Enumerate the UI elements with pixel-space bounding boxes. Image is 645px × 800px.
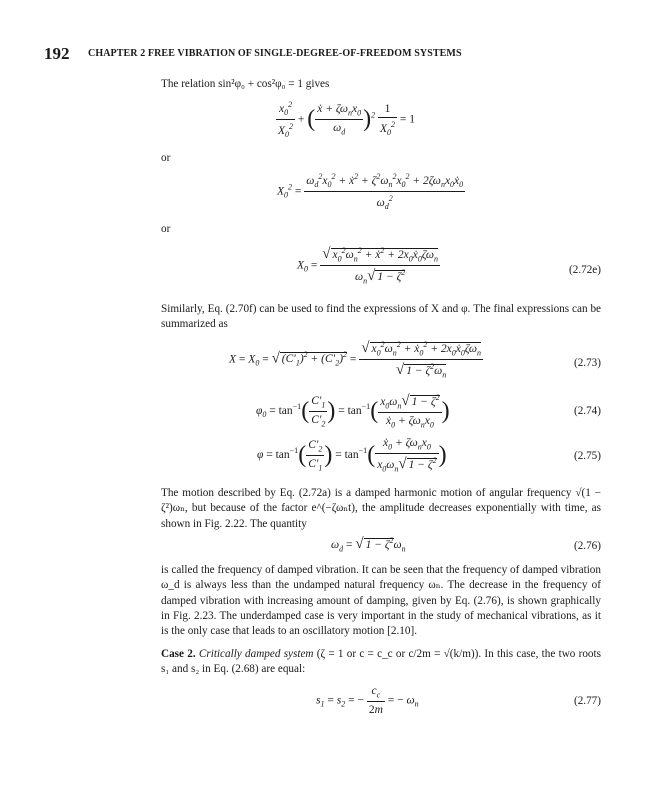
or-text-2: or	[161, 223, 171, 235]
equation-x0: $X_0$ = $\frac{√ x_0^2\omega_n^2 + ẋ^2 + 2x_0ẋ_0\zeta\omega_n}{\omega_n√ 1 - \zeta^2}$	[297, 246, 438, 286]
equation-number-276: (2.76)	[573, 540, 601, 552]
chapter-title: CHAPTER 2 FREE VIBRATION OF SINGLE-DEGREE-OF-FREEDOM SYSTEMS	[88, 48, 462, 59]
equation-phi: $\varphi = \tan^{-1}$( $\frac{C'_2}{C'_1}$ ) = $\tan^{-1}$( $\frac{ẋ_0 + \zeta\omega_nx_0}{x_0\omega_n√ 1 - \zeta^2}$ )	[257, 437, 447, 474]
equation-number-272e: (2.72e)	[569, 264, 601, 276]
case2-paragraph	[161, 647, 601, 678]
equation-x: $X = X_0$ = √ $(C'_1)^2 + (C'_2)^2$ = $\frac{√ x_0^2\omega_n^2 + ẋ_0^2 + 2x_0ẋ_0\zeta\omega_n}{√ 1 - \zeta^2\omega_n}$	[229, 340, 481, 380]
motion-paragraph: The motion described by Eq. (2.72a) is a damped harmonic motion of angular frequency √(1 − ζ²)ωₙ, but because of the factor e^(−ζωₙt), the amplitude decreases exponentially with time, as shown in Fig. 2.22. The quantity	[161, 487, 601, 530]
equation-phi0: $\varphi_0 = \tan^{-1}$( $\frac{C'_1}{C'_2}$ ) = $\tan^{-1}$( $\frac{x_0\omega_n√ 1 - \zeta^2}{ẋ_0 + \zeta\omega_nx_0}$ )	[256, 393, 450, 430]
case2-label: Case 2.	[161, 648, 196, 660]
equation-number-273: (2.73)	[573, 357, 601, 369]
equation-number-274: (2.74)	[573, 405, 601, 417]
relation-text: The relation sin²φ₀ + cos²φ₀ = 1 gives	[161, 78, 330, 90]
equation-omega-d: $\omega_d$ = √ $1 - \zeta^2\omega_n$	[331, 536, 406, 554]
page-header	[44, 44, 604, 64]
equation-roots: $s_1 = s_2$ = − $\frac{c_c}{2m}$ = − $\omega_n$	[316, 685, 419, 717]
similarly-paragraph: Similarly, Eq. (2.70f) can be used to find the expressions of X and φ. The final expressions can be summarized as	[161, 303, 601, 331]
equation-number-275: (2.75)	[573, 450, 601, 462]
equation-number-277: (2.77)	[573, 695, 601, 707]
case2-title: Critically damped system	[198, 648, 314, 660]
damped-frequency-paragraph: is called the frequency of damped vibration. It can be seen that the frequency of damped vibration ω_d is always less than the undamped natural frequency ωₙ. The decrease in the frequency of damped vibration with increasing amount of damping, given by Eq. (2.76), is shown graphically in Fig. 2.23. The underdamped case is very important in the study of mechanical vibrations, as it is the only case that leads to an oscillatory motion [2.10].	[161, 564, 601, 638]
equation-x0-squared: $X_0^2$ = $\frac{\omega_d^2x_0^2 + ẋ^2 + \zeta^2\omega_n^2x_0^2 + 2\zeta\omega_nx_0ẋ_0}{\omega_d^2}$	[277, 172, 464, 212]
page-number: 192	[44, 44, 70, 63]
case2-text: (ζ = 1 or c = c_c or c/2m = √(k/m)). In this case, the two roots s₁ and s₂ in Eq. (2.68) are equal:	[161, 648, 601, 676]
equation-identity: $\frac{x_0^2}{X_0^2}$ + ( $\frac{ẋ + \zeta\omega_nx_0}{\omega_d}$ )$^2$ $\frac{1}{X_0^2}$ = 1	[278, 100, 416, 140]
or-text-1: or	[161, 152, 171, 164]
